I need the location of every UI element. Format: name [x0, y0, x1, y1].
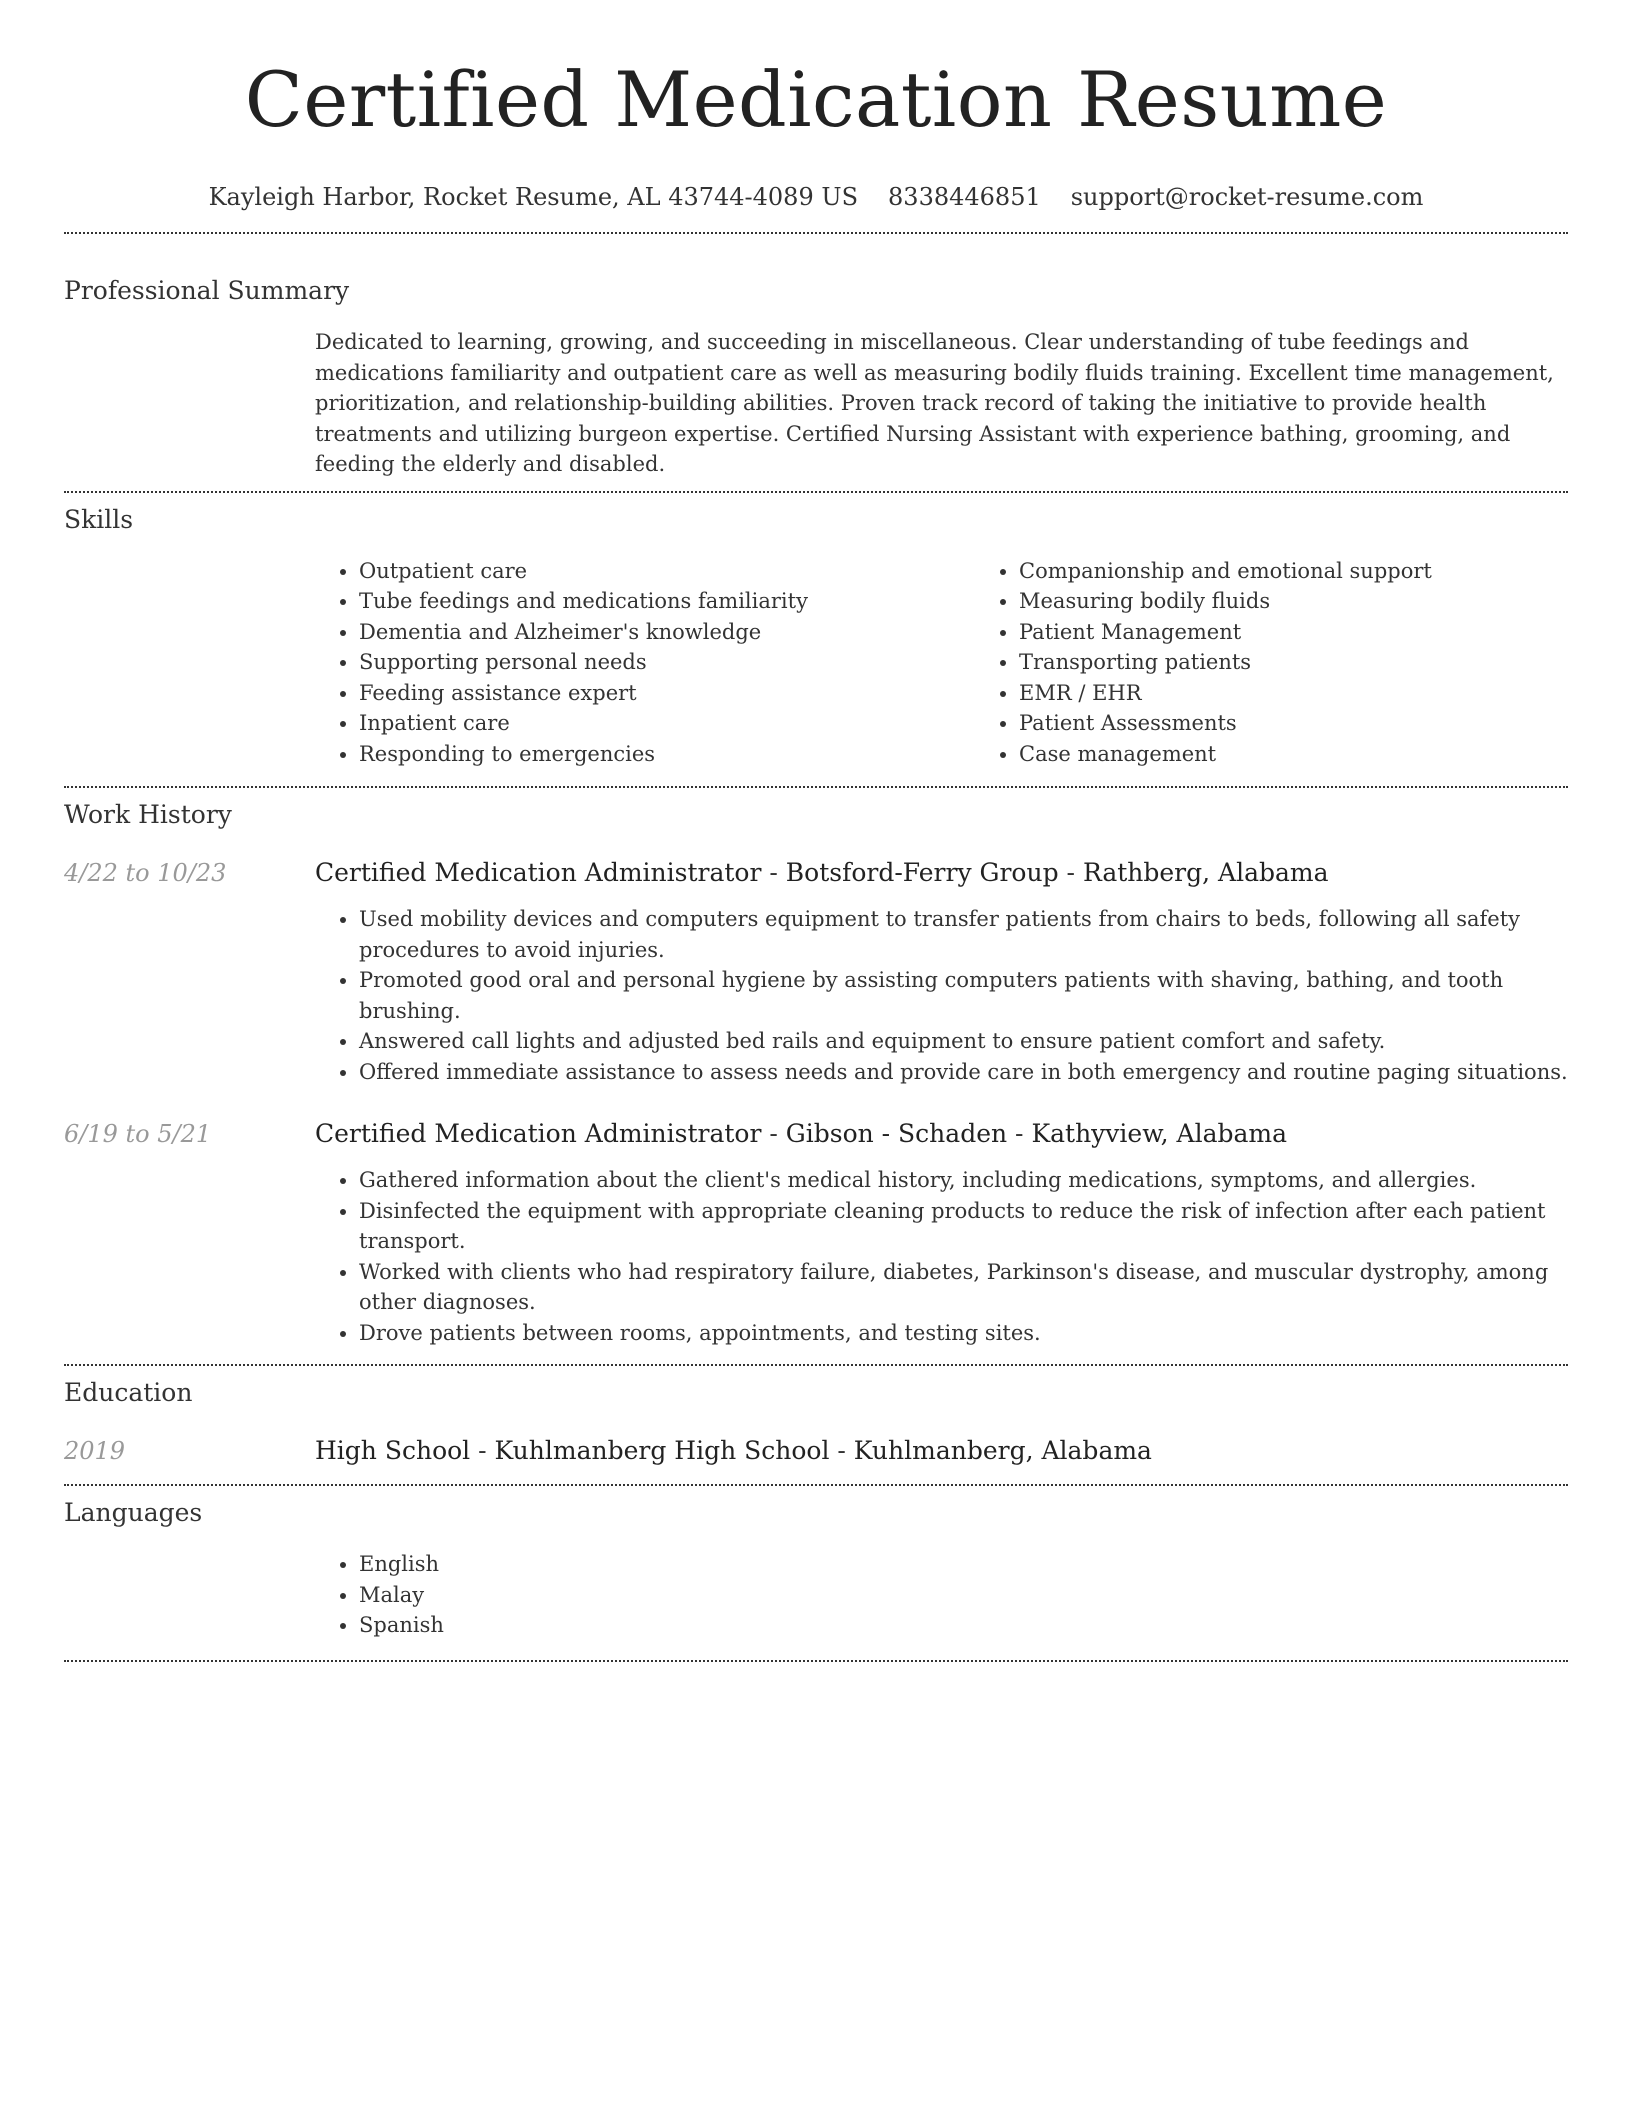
job-title: Certified Medication Administrator [315, 1119, 762, 1148]
contact-line [64, 180, 1568, 214]
divider [64, 786, 1568, 788]
education-heading [315, 1434, 1568, 1468]
job-company: Botsford-Ferry Group [785, 858, 1059, 887]
divider [64, 1364, 1568, 1366]
skill-item: • Companionship and emotional support [1019, 556, 1632, 587]
job-bullet: • Offered immediate assistance to assess needs and provide care in both emergency and routine paging situations. [359, 1057, 1568, 1088]
section-heading-skills: Skills [64, 504, 134, 534]
section-heading-work: Work History [64, 800, 232, 829]
job-location: Rathberg, Alabama [1082, 858, 1329, 887]
job-heading [315, 1117, 1568, 1151]
job-bullet: • Answered call lights and adjusted bed rails and equipment to ensure patient comfort and safety. [359, 1026, 1568, 1057]
job-company: Gibson - Schaden [785, 1119, 1008, 1148]
job-bullet: • Disinfected the equipment with appropriate cleaning products to reduce the risk of infection after each patient transport. [359, 1196, 1568, 1257]
separator: - [829, 1436, 854, 1465]
job-bullets [315, 904, 1568, 1087]
skill-item: • Outpatient care [359, 556, 975, 587]
skill-item: • Feeding assistance expert [359, 678, 975, 709]
job-dates: 4/22 to 10/23 [64, 859, 227, 887]
section-heading-summary: Professional Summary [64, 276, 350, 305]
divider [64, 491, 1568, 493]
job-title: Certified Medication Administrator [315, 858, 762, 887]
job-bullet: • Worked with clients who had respiratory failure, diabetes, Parkinson's disease, and muscular dystrophy, among other diagnoses. [359, 1257, 1568, 1318]
languages-section [64, 1496, 1568, 1641]
section-heading-education: Education [64, 1378, 193, 1407]
contact-phone: 8338446851 [888, 183, 1041, 211]
education-location: Kuhlmanberg, Alabama [853, 1436, 1152, 1465]
language-item: • Spanish [359, 1610, 1568, 1641]
language-item: • Malay [359, 1580, 1568, 1611]
work-history-section [64, 798, 1568, 1348]
languages-list [315, 1549, 1568, 1641]
separator: - [470, 1436, 495, 1465]
job-bullets [315, 1165, 1568, 1348]
skills-list-right [975, 556, 1632, 770]
skills-list-left [315, 556, 975, 770]
job-bullet: • Promoted good oral and personal hygiene by assisting computers patients with shaving, bathing, and tooth brushing. [359, 965, 1568, 1026]
skill-item: • Case management [1019, 739, 1632, 770]
skill-item: • Transporting patients [1019, 647, 1632, 678]
divider [64, 1484, 1568, 1486]
separator: - [1058, 858, 1083, 887]
job-heading [315, 856, 1568, 890]
job-entry [64, 1117, 1568, 1348]
separator: - [1007, 1119, 1032, 1148]
contact-address: Kayleigh Harbor, Rocket Resume, AL 43744-4089 US [208, 183, 859, 211]
skills-section [64, 503, 1568, 770]
contact-email: support@rocket-resume.com [1070, 183, 1424, 211]
skill-item: • EMR / EHR [1019, 678, 1632, 709]
education-section [64, 1376, 1568, 1468]
education-degree: High School [315, 1436, 471, 1465]
separator: - [761, 858, 786, 887]
skill-item: • Supporting personal needs [359, 647, 975, 678]
education-year: 2019 [64, 1437, 126, 1465]
skill-item: • Patient Management [1019, 617, 1632, 648]
skill-item: • Responding to emergencies [359, 739, 975, 770]
summary-text: Dedicated to learning, growing, and succeeding in miscellaneous. Clear understanding of tube feedings and medications familiarity and outpatient care as well as measuring bodily fluids training. Excellent time management, prioritization, and relationship-building abilities. Proven track record of taking the initiative to provide health treatments and utilizing burgeon expertise. Certified Nursing Assistant with experience bathing, grooming, and feeding the elderly and disabled. [315, 330, 1554, 476]
job-bullet: • Drove patients between rooms, appointments, and testing sites. [359, 1318, 1568, 1349]
divider [64, 232, 1568, 234]
education-school: Kuhlmanberg High School [494, 1436, 830, 1465]
section-heading-languages: Languages [64, 1498, 203, 1527]
resume-title: Certified Medication Resume [244, 55, 1388, 144]
skill-item: • Measuring bodily fluids [1019, 586, 1632, 617]
skill-item: • Patient Assessments [1019, 708, 1632, 739]
skill-item: • Dementia and Alzheimer's knowledge [359, 617, 975, 648]
divider [64, 1660, 1568, 1662]
job-location: Kathyview, Alabama [1031, 1119, 1288, 1148]
job-entry [64, 856, 1568, 1087]
education-entry [64, 1434, 1568, 1468]
professional-summary-section [64, 274, 1568, 480]
separator: - [761, 1119, 786, 1148]
skill-item: • Tube feedings and medications familiarity [359, 586, 975, 617]
skill-item: • Inpatient care [359, 708, 975, 739]
job-bullet: • Used mobility devices and computers equipment to transfer patients from chairs to beds, following all safety procedures to avoid injuries. [359, 904, 1568, 965]
language-item: • English [359, 1549, 1568, 1580]
job-bullet: • Gathered information about the client's medical history, including medications, symptoms, and allergies. [359, 1165, 1568, 1196]
job-dates: 6/19 to 5/21 [64, 1120, 212, 1148]
